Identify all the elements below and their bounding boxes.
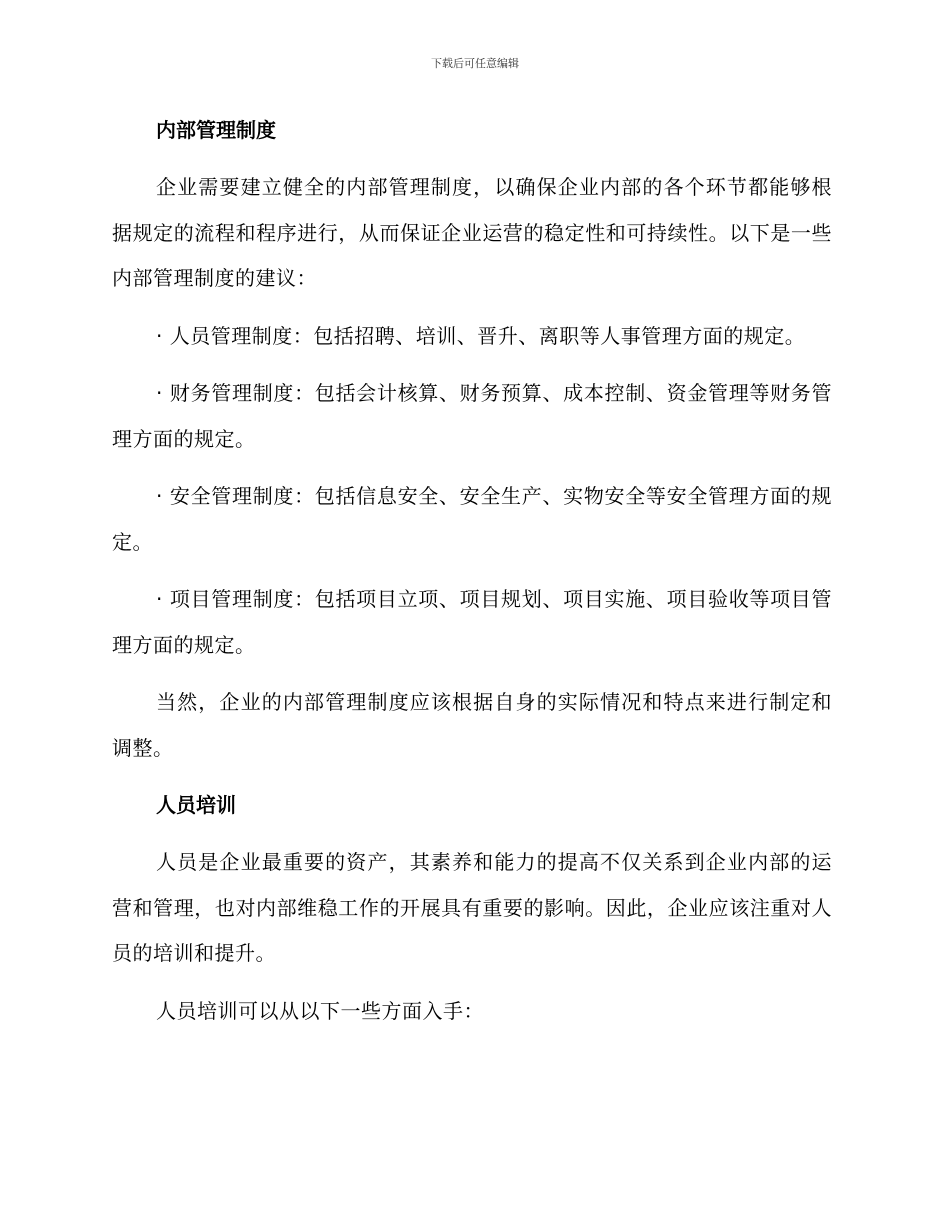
paragraph-intro: 企业需要建立健全的内部管理制度，以确保企业内部的各个环节都能够根据规定的流程和程序进行，从而保证企业运营的稳定性和可持续性。以下是一些内部管理制度的建议： <box>112 175 832 290</box>
section-heading-personnel-training: 人员培训 <box>156 793 236 817</box>
list-item-project-management: · 项目管理制度：包括项目立项、项目规划、项目实施、项目验收等项目管理方面的规定。 <box>112 587 832 657</box>
paragraph-conclusion: 当然，企业的内部管理制度应该根据自身的实际情况和特点来进行制定和调整。 <box>112 690 832 760</box>
page-header-note: 下载后可任意编辑 <box>431 57 519 70</box>
paragraph-training-importance: 人员是企业最重要的资产，其素养和能力的提高不仅关系到企业内部的运营和管理，也对内部维稳工作的开展具有重要的影响。因此，企业应该注重对人员的培训和提升。 <box>112 850 832 965</box>
list-item-personnel-management: · 人员管理制度：包括招聘、培训、晋升、离职等人事管理方面的规定。 <box>156 323 806 348</box>
document-body <box>112 108 832 1034</box>
list-item-financial-management: · 财务管理制度：包括会计核算、财务预算、成本控制、资金管理等财务管理方面的规定。 <box>112 381 832 451</box>
list-item-safety-management: · 安全管理制度：包括信息安全、安全生产、实物安全等安全管理方面的规定。 <box>112 484 832 554</box>
section-heading-internal-management: 内部管理制度 <box>156 118 276 142</box>
paragraph-training-aspects: 人员培训可以从以下一些方面入手： <box>156 998 484 1023</box>
